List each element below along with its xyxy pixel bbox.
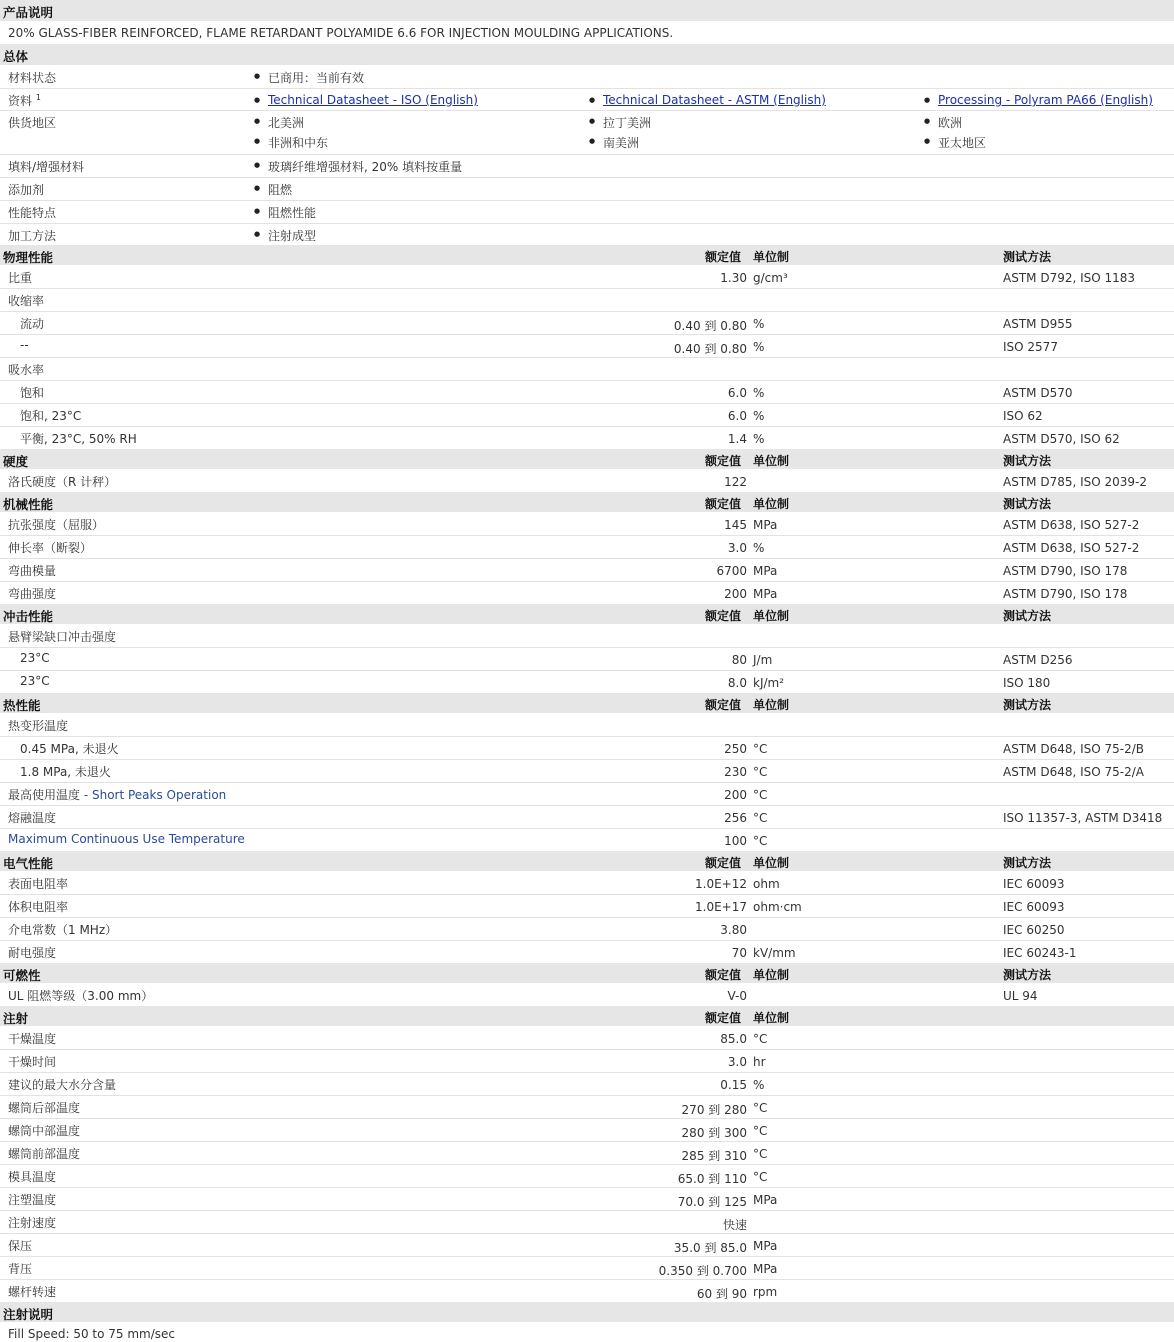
property-value: 6700 <box>716 564 747 578</box>
property-label: 保压 <box>8 1239 33 1253</box>
property-row <box>0 1141 1174 1165</box>
row-material-status <box>0 65 1174 89</box>
row-label: 加工方法 <box>8 229 57 243</box>
section-header <box>0 693 1174 713</box>
row-documents <box>0 88 1174 111</box>
property-value: 35.0 到 85.0 <box>673 1241 747 1255</box>
test-method: IEC 60093 <box>1003 877 1065 891</box>
property-unit: °C <box>753 1147 768 1161</box>
property-label: 弯曲强度 <box>8 587 57 601</box>
property-label: 注射速度 <box>8 1216 57 1230</box>
property-label: 介电常数（1 MHz） <box>8 923 118 937</box>
section-title: 注射说明 <box>3 1307 54 1322</box>
test-method: ASTM D648, ISO 75-2/A <box>1003 765 1144 779</box>
property-label: 耐电强度 <box>8 946 57 960</box>
property-row <box>0 426 1174 450</box>
property-label: 1.8 MPa, 未退火 <box>20 765 111 779</box>
property-label: 伸长率（断裂） <box>8 541 93 555</box>
property-unit: g/cm³ <box>753 271 788 285</box>
property-value: 8.0 <box>727 676 747 690</box>
property-label: 模具温度 <box>8 1170 57 1184</box>
property-value: 70 <box>731 946 747 960</box>
section-title: 冲击性能 <box>3 609 54 624</box>
row-label: 填料/增强材料 <box>8 160 85 174</box>
header-nominal: 额定值 <box>705 698 742 712</box>
property-label: 建议的最大水分含量 <box>8 1078 117 1092</box>
property-row <box>0 1072 1174 1096</box>
property-value: 0.350 到 0.700 <box>658 1264 747 1278</box>
header-method: 测试方法 <box>1003 698 1052 712</box>
property-unit: rpm <box>753 1285 778 1299</box>
property-unit: kJ/m² <box>753 676 785 690</box>
property-row <box>0 1026 1174 1050</box>
property-row <box>0 736 1174 760</box>
property-label: 洛氏硬度（R 计秤） <box>8 475 117 489</box>
header-nominal: 额定值 <box>705 1011 742 1025</box>
property-value: 85.0 <box>720 1032 747 1046</box>
property-unit: °C <box>753 834 768 848</box>
row-label: 供货地区 <box>8 116 57 130</box>
header-method: 测试方法 <box>1003 250 1052 264</box>
document-link[interactable]: ● Technical Datasheet - ASTM (English) <box>603 93 826 107</box>
header-nominal: 额定值 <box>705 250 742 264</box>
property-unit: kV/mm <box>753 946 796 960</box>
property-value: 200 <box>724 788 747 802</box>
row-value: ● 玻璃纤维增强材料, 20% 填料按重量 <box>268 158 462 175</box>
row-value: ● 阻燃性能 <box>268 204 316 221</box>
header-unit: 单位制 <box>753 454 790 468</box>
property-row <box>0 1164 1174 1188</box>
region-item: ● 欧洲 <box>938 114 962 131</box>
test-method: ASTM D648, ISO 75-2/B <box>1003 742 1145 756</box>
property-row <box>0 917 1174 941</box>
property-value: 1.0E+12 <box>695 877 747 891</box>
property-label: UL 阻燃等级（3.00 mm） <box>8 989 154 1003</box>
property-row <box>0 782 1174 806</box>
property-unit: MPa <box>753 1193 778 1207</box>
section-injection-notes <box>0 1302 1174 1322</box>
property-unit: % <box>753 317 765 331</box>
test-method: ASTM D955 <box>1003 317 1073 331</box>
property-label: 背压 <box>8 1262 33 1276</box>
property-unit: % <box>753 1078 765 1092</box>
property-value: 3.0 <box>727 1055 747 1069</box>
test-method: ISO 11357-3, ASTM D3418 <box>1003 811 1163 825</box>
row-additive <box>0 177 1174 201</box>
test-method: ASTM D790, ISO 178 <box>1003 587 1128 601</box>
property-row <box>0 357 1174 381</box>
property-label: 弯曲模量 <box>8 564 57 578</box>
property-unit: ohm·cm <box>753 900 802 914</box>
property-label: 抗张强度（屈服） <box>8 518 105 532</box>
property-value: 0.15 <box>720 1078 747 1092</box>
test-method: ASTM D570, ISO 62 <box>1003 432 1120 446</box>
property-unit: °C <box>753 765 768 779</box>
property-unit: MPa <box>753 1239 778 1253</box>
row-value: ● 注射成型 <box>268 227 316 244</box>
row-label: 性能特点 <box>8 206 57 220</box>
property-label: 0.45 MPa, 未退火 <box>20 742 119 756</box>
section-header <box>0 492 1174 512</box>
property-row <box>0 1118 1174 1142</box>
property-label: 熔融温度 <box>8 811 57 825</box>
property-unit: °C <box>753 742 768 756</box>
property-unit: % <box>753 541 765 555</box>
property-unit: J/m <box>753 653 773 667</box>
property-row <box>0 759 1174 783</box>
row-processing <box>0 223 1174 245</box>
property-row <box>0 940 1174 964</box>
property-unit: ohm <box>753 877 780 891</box>
property-value: 70.0 到 125 <box>677 1195 747 1209</box>
property-unit: hr <box>753 1055 766 1069</box>
section-general <box>0 44 1174 65</box>
row-regions <box>0 110 1174 155</box>
test-method: IEC 60093 <box>1003 900 1065 914</box>
document-link[interactable]: ● Technical Datasheet - ISO (English) <box>268 93 478 107</box>
property-label: 最高使用温度 - Short Peaks Operation <box>8 788 227 802</box>
property-unit: MPa <box>753 518 778 532</box>
property-row <box>0 713 1174 737</box>
property-unit: MPa <box>753 564 778 578</box>
region-item: ● 南美洲 <box>603 134 639 151</box>
property-value: 3.0 <box>727 541 747 555</box>
property-label: 流动 <box>20 317 45 331</box>
property-value: V-0 <box>727 989 747 1003</box>
property-unit: °C <box>753 1101 768 1115</box>
property-row <box>0 535 1174 559</box>
property-row <box>0 1256 1174 1280</box>
property-label: 吸水率 <box>8 363 45 377</box>
section-title: 物理性能 <box>3 250 54 265</box>
property-value: 0.40 到 0.80 <box>673 319 747 333</box>
notes-row <box>0 1322 1174 1342</box>
row-label: 材料状态 <box>8 71 57 85</box>
row-value: ● 已商用：当前有效 <box>268 69 364 86</box>
property-row <box>0 403 1174 427</box>
property-label: 螺筒后部温度 <box>8 1101 81 1115</box>
property-row <box>0 983 1174 1007</box>
header-unit: 单位制 <box>753 609 790 623</box>
property-label: 23°C <box>20 674 50 688</box>
header-method: 测试方法 <box>1003 454 1052 468</box>
section-title: 电气性能 <box>3 856 54 871</box>
property-unit: % <box>753 409 765 423</box>
section-header <box>0 851 1174 871</box>
header-unit: 单位制 <box>753 698 790 712</box>
section-title: 热性能 <box>3 698 41 713</box>
property-row <box>0 265 1174 289</box>
section-header <box>0 1006 1174 1026</box>
property-value: 145 <box>724 518 747 532</box>
property-value: 6.0 <box>727 409 747 423</box>
property-row <box>0 871 1174 895</box>
header-method: 测试方法 <box>1003 609 1052 623</box>
property-label: 螺筒中部温度 <box>8 1124 81 1138</box>
property-row <box>0 647 1174 671</box>
property-label: -- <box>20 338 29 352</box>
property-row <box>0 288 1174 312</box>
property-label: Maximum Continuous Use Temperature <box>8 832 245 846</box>
property-value: 270 到 280 <box>681 1103 747 1117</box>
test-method: ASTM D785, ISO 2039-2 <box>1003 475 1148 489</box>
property-row <box>0 311 1174 335</box>
property-unit: MPa <box>753 1262 778 1276</box>
property-row <box>0 805 1174 829</box>
test-method: IEC 60250 <box>1003 923 1065 937</box>
header-nominal: 额定值 <box>705 968 742 982</box>
property-label: 干燥温度 <box>8 1032 57 1046</box>
test-method: UL 94 <box>1003 989 1038 1003</box>
property-value: 122 <box>724 475 747 489</box>
row-label: 资料 $^1$ <box>8 93 41 108</box>
header-nominal: 额定值 <box>705 609 742 623</box>
row-value: ● 阻燃 <box>268 181 292 198</box>
property-value: 80 <box>731 653 747 667</box>
section-header <box>0 604 1174 624</box>
test-method: ASTM D638, ISO 527-2 <box>1003 541 1140 555</box>
property-row <box>0 1049 1174 1073</box>
test-method: ISO 180 <box>1003 676 1051 690</box>
notes-text: Fill Speed: 50 to 75 mm/sec <box>8 1327 176 1341</box>
property-row <box>0 512 1174 536</box>
section-title: 硬度 <box>3 454 29 469</box>
description-row <box>0 21 1174 45</box>
property-unit: °C <box>753 1170 768 1184</box>
property-value: 0.40 到 0.80 <box>673 342 747 356</box>
document-link[interactable]: ● Processing - Polyram PA66 (English) <box>938 93 1153 107</box>
property-row <box>0 558 1174 582</box>
section-product-description <box>0 0 1174 21</box>
property-label: 干燥时间 <box>8 1055 57 1069</box>
section-title: 机械性能 <box>3 497 54 512</box>
property-value: 1.30 <box>720 271 747 285</box>
header-unit: 单位制 <box>753 968 790 982</box>
test-method: ASTM D790, ISO 178 <box>1003 564 1128 578</box>
header-method: 测试方法 <box>1003 497 1052 511</box>
property-row <box>0 334 1174 358</box>
property-value: 256 <box>724 811 747 825</box>
property-row <box>0 469 1174 493</box>
test-method: ISO 62 <box>1003 409 1043 423</box>
property-value: 1.4 <box>727 432 747 446</box>
property-label: 饱和, 23°C <box>20 409 82 423</box>
row-filler <box>0 154 1174 178</box>
section-header <box>0 245 1174 265</box>
property-row <box>0 670 1174 694</box>
section-title: 可燃性 <box>3 968 41 983</box>
row-label: 添加剂 <box>8 183 45 197</box>
property-value: 快速 <box>722 1218 747 1232</box>
property-label: 平衡, 23°C, 50% RH <box>20 432 137 446</box>
test-method: ISO 2577 <box>1003 340 1058 354</box>
test-method: ASTM D792, ISO 1183 <box>1003 271 1136 285</box>
property-label: 23°C <box>20 651 50 665</box>
section-title: 总体 <box>3 49 29 64</box>
property-value: 60 到 90 <box>696 1287 747 1301</box>
property-row <box>0 624 1174 648</box>
property-row <box>0 828 1174 852</box>
test-method: ASTM D256 <box>1003 653 1073 667</box>
property-unit: °C <box>753 1032 768 1046</box>
header-method: 测试方法 <box>1003 856 1052 870</box>
property-value: 230 <box>724 765 747 779</box>
property-unit: MPa <box>753 587 778 601</box>
header-unit: 单位制 <box>753 497 790 511</box>
header-unit: 单位制 <box>753 250 790 264</box>
property-value: 250 <box>724 742 747 756</box>
property-label: 螺杆转速 <box>8 1285 57 1299</box>
section-title: 注射 <box>3 1011 29 1026</box>
region-item: ● 拉丁美洲 <box>603 114 651 131</box>
property-value: 3.80 <box>720 923 747 937</box>
property-unit: % <box>753 340 765 354</box>
section-header <box>0 449 1174 469</box>
header-unit: 单位制 <box>753 856 790 870</box>
header-method: 测试方法 <box>1003 968 1052 982</box>
property-label: 饱和 <box>20 386 45 400</box>
property-value: 280 到 300 <box>681 1126 747 1140</box>
property-row <box>0 1233 1174 1257</box>
property-row <box>0 380 1174 404</box>
region-item: ● 北美洲 <box>268 114 304 131</box>
property-label: 比重 <box>8 271 33 285</box>
header-nominal: 额定值 <box>705 856 742 870</box>
section-title: 产品说明 <box>3 5 54 20</box>
property-value: 100 <box>724 834 747 848</box>
region-item: ● 亚太地区 <box>938 134 986 151</box>
property-row <box>0 894 1174 918</box>
test-method: IEC 60243-1 <box>1003 946 1077 960</box>
property-value: 285 到 310 <box>681 1149 747 1163</box>
property-row <box>0 1279 1174 1303</box>
region-item: ● 非洲和中东 <box>268 134 328 151</box>
property-unit: °C <box>753 1124 768 1138</box>
test-method: ASTM D638, ISO 527-2 <box>1003 518 1140 532</box>
property-label: 热变形温度 <box>8 719 69 733</box>
property-label: 体积电阻率 <box>8 900 69 914</box>
property-row <box>0 1187 1174 1211</box>
row-features <box>0 200 1174 224</box>
section-header <box>0 963 1174 983</box>
property-unit: % <box>753 386 765 400</box>
property-row <box>0 581 1174 605</box>
property-value: 65.0 到 110 <box>677 1172 747 1186</box>
property-value: 6.0 <box>727 386 747 400</box>
property-row <box>0 1095 1174 1119</box>
description-text: 20% GLASS-FIBER REINFORCED, FLAME RETARDANT POLYAMIDE 6.6 FOR INJECTION MOULDING APPLICATIONS. <box>8 26 674 40</box>
property-unit: % <box>753 432 765 446</box>
property-row <box>0 1210 1174 1234</box>
header-nominal: 额定值 <box>705 497 742 511</box>
property-label: 悬臂梁缺口冲击强度 <box>8 630 117 644</box>
property-label: 收缩率 <box>8 294 45 308</box>
property-value: 200 <box>724 587 747 601</box>
property-value: 1.0E+17 <box>695 900 747 914</box>
property-label: 表面电阻率 <box>8 877 69 891</box>
test-method: ASTM D570 <box>1003 386 1073 400</box>
header-unit: 单位制 <box>753 1011 790 1025</box>
property-label: 注塑温度 <box>8 1193 57 1207</box>
property-unit: °C <box>753 811 768 825</box>
property-unit: °C <box>753 788 768 802</box>
property-label: 螺筒前部温度 <box>8 1147 81 1161</box>
header-nominal: 额定值 <box>705 454 742 468</box>
